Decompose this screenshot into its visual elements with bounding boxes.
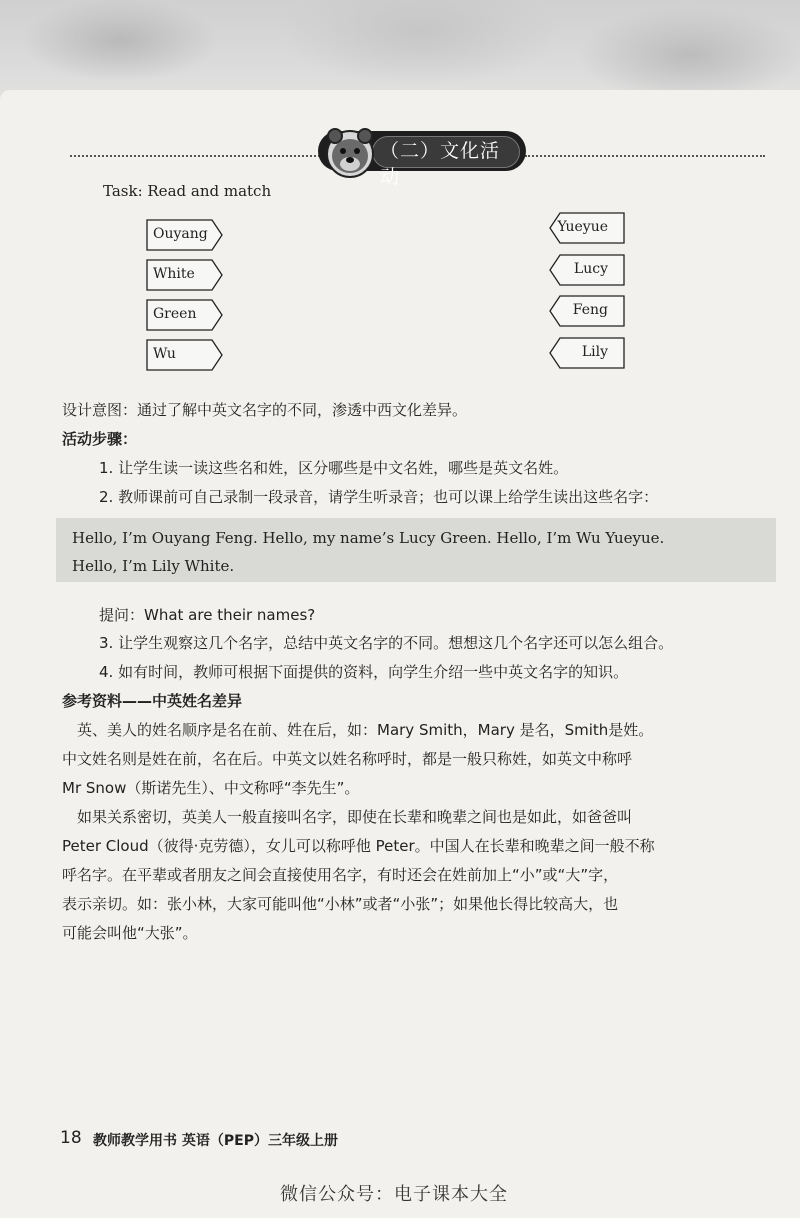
dialog-line-2: Hello, I’m Lily White. (72, 557, 235, 575)
step-2: 2. 教师课前可自己录制一段录音，请学生听录音；也可以课上给学生读出这些名字： (99, 488, 659, 506)
reference-paragraph-2-line-1: 如果关系密切，英美人一般直接叫名字，即使在长辈和晚辈之间也是如此，如爸爸叫 (62, 808, 633, 826)
task-title: Task: Read and match (103, 182, 272, 200)
name-tag-label: Lucy (573, 261, 608, 277)
name-tag-label: White (153, 266, 195, 282)
page-number: 18 (60, 1128, 82, 1148)
question: 提问：What are their names? (99, 606, 316, 624)
name-tag-ouyang[interactable] (146, 219, 218, 249)
reference-paragraph-1-line-2: 中文姓名则是姓在前，名在后。中英文以姓名称呼时，都是一般只称姓，如英文中称呼 (62, 750, 633, 768)
watermark: 微信公众号：电子课本大全 (280, 1184, 508, 1205)
name-tag-label: Ouyang (153, 226, 208, 242)
header-dotted-rule-left (70, 155, 320, 157)
name-tag-lucy[interactable] (548, 254, 620, 284)
name-tag-wu[interactable] (146, 339, 218, 369)
name-tag-yueyue[interactable] (548, 212, 620, 242)
section-title: （二）文化活动 (380, 140, 501, 188)
book-title: 教师教学用书 英语（PEP）三年级上册 (93, 1133, 338, 1149)
name-tag-label: Wu (153, 346, 176, 362)
step-3: 3. 让学生观察这几个名字，总结中英文名字的不同。想想这几个名字还可以怎么组合。 (99, 634, 674, 652)
page-sheet (0, 90, 800, 1218)
steps-heading: 活动步骤： (62, 430, 138, 448)
name-tag-label: Green (153, 306, 197, 322)
step-4: 4. 如有时间，教师可根据下面提供的资料，向学生介绍一些中英文名字的知识。 (99, 663, 629, 681)
name-tag-label: Lily (581, 344, 608, 360)
dialog-line-1: Hello, I’m Ouyang Feng. Hello, my name’s Lucy Green. Hello, I’m Wu Yueyue. (72, 529, 665, 547)
name-tag-label: Yueyue (557, 219, 608, 235)
reference-paragraph-1-line-1: 英、美人的姓名顺序是名在前、姓在后，如：Mary Smith，Mary 是名，Smith是姓。 (62, 721, 654, 739)
name-tag-white[interactable] (146, 259, 218, 289)
name-tag-feng[interactable] (548, 295, 620, 325)
reference-paragraph-2-line-5: 可能会叫他“大张”。 (62, 924, 198, 942)
header-dotted-rule-right (525, 155, 765, 157)
reference-paragraph-2-line-2: Peter Cloud（彼得·克劳德），女儿可以称呼他 Peter。中国人在长辈和晚辈之间一般不称 (62, 837, 655, 855)
reference-paragraph-2-line-4: 表示亲切。如：张小林，大家可能叫他“小林”或者“小张”；如果他长得比较高大，也 (62, 895, 619, 913)
step-1: 1. 让学生读一读这些名和姓，区分哪些是中文名姓，哪些是英文名姓。 (99, 459, 569, 477)
reference-paragraph-1-line-3: Mr Snow（斯诺先生）、中文称呼“李先生”。 (62, 779, 360, 797)
reference-heading: 参考资料——中英姓名差异 (62, 692, 243, 710)
design-intent: 设计意图：通过了解中英文名字的不同，渗透中西文化差异。 (62, 401, 468, 419)
name-tag-green[interactable] (146, 299, 218, 329)
name-tag-label: Feng (572, 302, 608, 318)
bear-mascot-icon (322, 124, 378, 180)
reference-paragraph-2-line-3: 呼名字。在平辈或者朋友之间会直接使用名字，有时还会在姓前加上“小”或“大”字， (62, 866, 619, 884)
name-tag-lily[interactable] (548, 337, 620, 367)
